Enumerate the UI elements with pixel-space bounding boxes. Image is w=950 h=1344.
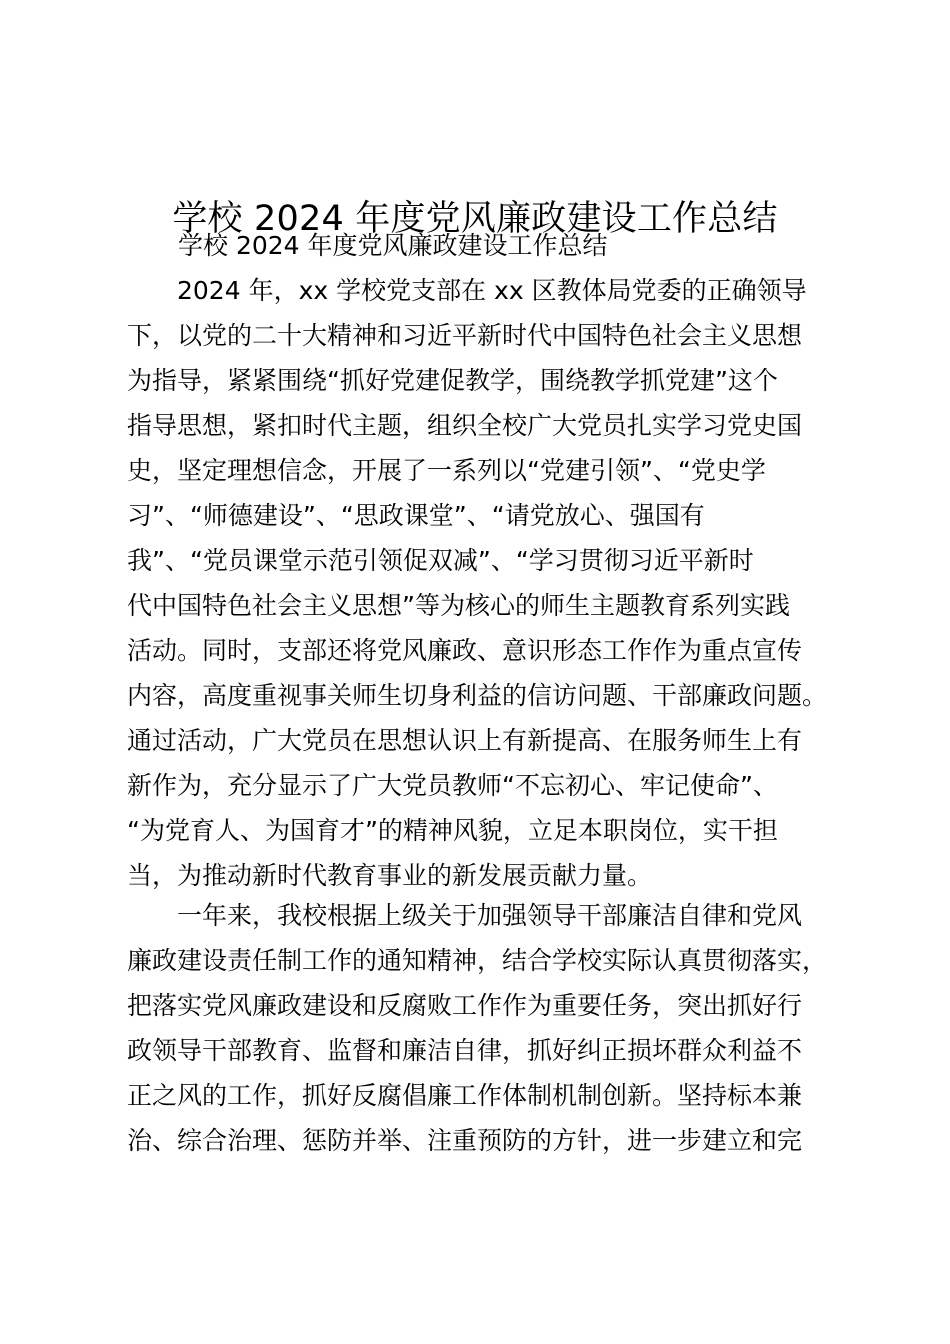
paragraph-2 [127,893,867,1163]
text-line: 史，坚定理想信念，开展了一系列以“党建引领”、“党史学 [127,456,766,485]
text-line: 廉政建设责任制工作的通知精神，结合学校实际认真贯彻落实， [127,946,828,975]
text-line: 习”、“师德建设”、“思政课堂”、“请党放心、强国有 [127,501,705,530]
paragraph-1 [127,268,867,898]
text-line: 活动。同时，支部还将党风廉政、意识形态工作作为重点宣传 [127,636,803,665]
text-line: 下，以党的二十大精神和习近平新时代中国特色社会主义思想 [127,321,803,350]
document-title: 学校 2024 年度党风廉政建设工作总结 [172,199,778,240]
text-line: 指导思想，紧扣时代主题，组织全校广大党员扎实学习党史国 [127,411,803,440]
text-line: 通过活动，广大党员在思想认识上有新提高、在服务师生上有 [127,726,803,755]
text-line: “为党育人、为国育才”的精神风貌，立足本职岗位，实干担 [127,816,778,845]
text-line: 为指导，紧紧围绕“抓好党建促教学，围绕教学抓党建”这个 [127,366,778,395]
document-subtitle: 学校 2024 年度党风廉政建设工作总结 [178,231,608,260]
text-line: 代中国特色社会主义思想”等为核心的师生主题教育系列实践 [127,591,790,620]
text-line: 我”、“党员课堂示范引领促双减”、“学习贯彻习近平新时 [127,546,754,575]
text-line: 当，为推动新时代教育事业的新发展贡献力量。 [127,861,653,890]
text-line: 2024 年，xx 学校党支部在 xx 区教体局党委的正确领导 [127,276,807,305]
text-line: 政领导干部教育、监督和廉洁自律，抓好纠正损坏群众利益不 [127,1036,803,1065]
text-line: 新作为，充分显示了广大党员教师“不忘初心、牢记使命”、 [127,771,778,800]
text-line: 一年来，我校根据上级关于加强领导干部廉洁自律和党风 [127,901,803,930]
text-line: 把落实党风廉政建设和反腐败工作作为重要任务，突出抓好行 [127,991,803,1020]
text-line: 治、综合治理、惩防并举、注重预防的方针，进一步建立和完 [127,1126,803,1155]
text-line: 正之风的工作，抓好反腐倡廉工作体制机制创新。坚持标本兼 [127,1081,803,1110]
text-line: 内容，高度重视事关师生切身利益的信访问题、干部廉政问题。 [127,681,828,710]
